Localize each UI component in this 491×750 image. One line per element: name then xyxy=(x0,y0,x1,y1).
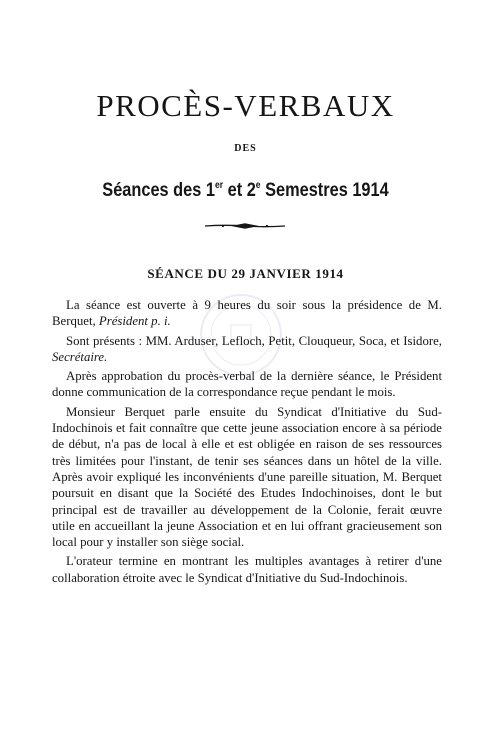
paragraph xyxy=(52,404,442,551)
paragraph-text: Monsieur Berquet parle ensuite du Syndicat d'Initiative du Sud-Indochinois et fait connaître que cette jeune association encore à sa période de début, n'a pas de local à elle et est obligée en raison de ses ressources très limitées pour l'instant, de tenir ses séances dans un hôtel de la ville. Après avoir expliqué les inconvénients d'une pareille situation, M. Berquet poursuit en disant que la Société des Etudes Indochinoises, dont le but principal est de travailler au développement de la Colonie, ferait œuvre utile en accueillant la jeune Association et en lui offrant gracieusement son local pour y installer son siège social. xyxy=(52,404,442,550)
paragraph-text: La séance est ouverte à 9 heures du soir sous la présidence de M. Berquet, xyxy=(52,298,442,329)
paragraph xyxy=(52,368,442,401)
subtitle-part: et 2 xyxy=(223,180,256,201)
paragraph xyxy=(52,553,442,586)
subtitle-superscript: er xyxy=(214,180,224,191)
subtitle-part: Semestres 1914 xyxy=(260,180,389,201)
paragraph-text: Sont présents : MM. Arduser, Lefloch, Petit, Clouqueur, Soca, et Isidore, xyxy=(66,333,442,348)
minutes-body xyxy=(52,297,442,589)
paragraph-italic: Secrétaire. xyxy=(52,349,108,364)
section-heading: SÉANCE DU 29 JANVIER 1914 xyxy=(147,266,344,281)
paragraph xyxy=(52,333,442,366)
subtitle xyxy=(34,180,456,202)
page-title: PROCÈS-VERBAUX xyxy=(96,88,395,123)
paragraph-italic: Président p. i. xyxy=(98,314,171,329)
paragraph-text: Après approbation du procès-verbal de la dernière séance, le Président donne communication de la correspondance reçue pendant le mois. xyxy=(52,369,442,400)
paragraph xyxy=(52,297,442,330)
paragraph-text: L'orateur termine en montrant les multiples avantages à retirer d'une collaboration étroite avec le Syndicat d'Initiative du Sud-Indochinois. xyxy=(52,554,442,585)
subtitle-part: Séances des 1 xyxy=(102,180,215,201)
subtitle-superscript: e xyxy=(255,180,261,191)
ornament-divider xyxy=(205,222,285,230)
title-connector: DES xyxy=(234,143,257,154)
